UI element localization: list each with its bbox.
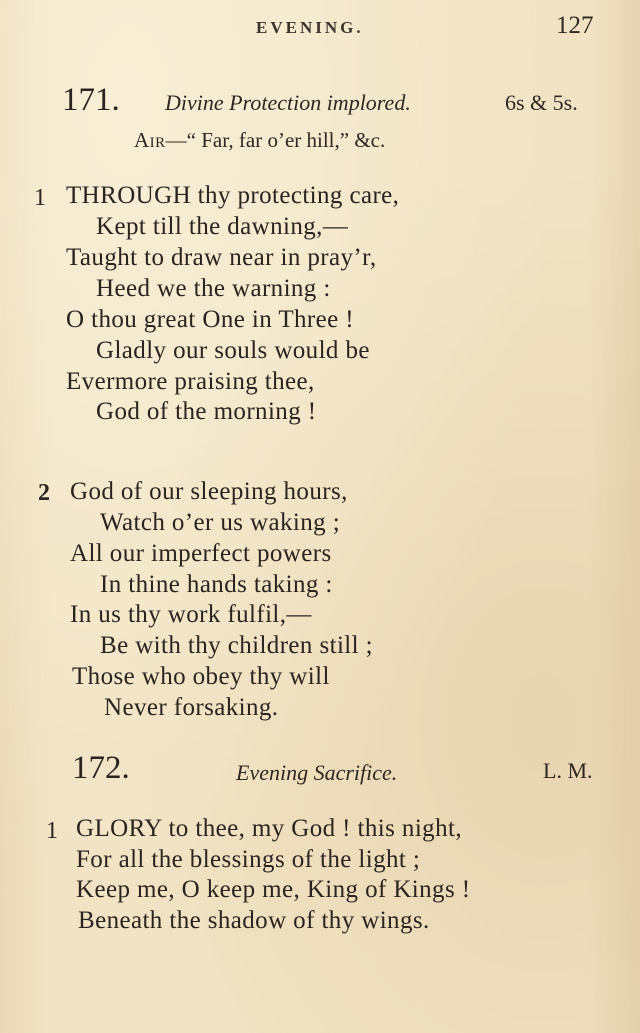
verse-line: Watch o’er us waking ; bbox=[100, 509, 341, 536]
verse-line: In us thy work fulfil,— bbox=[70, 601, 312, 628]
page-number: 127 bbox=[556, 12, 594, 39]
verse-line: Never forsaking. bbox=[104, 694, 279, 721]
verse-number: 1 bbox=[34, 185, 46, 211]
verse-number: 2 bbox=[38, 480, 50, 506]
verse-line: Be with thy children still ; bbox=[100, 632, 373, 659]
verse-number: 1 bbox=[46, 818, 58, 844]
hymn-number: 172. bbox=[72, 750, 130, 786]
verse-line: In thine hands taking : bbox=[100, 571, 333, 598]
air-text: —“ Far, far o’er hill,” &c. bbox=[165, 128, 386, 152]
verse-line: Heed we the warning : bbox=[96, 275, 331, 302]
hymn-meter: 6s & 5s. bbox=[505, 90, 578, 115]
verse-line: Evermore praising thee, bbox=[66, 368, 315, 395]
verse-line: O thou great One in Three ! bbox=[66, 306, 355, 333]
verse-line: God of our sleeping hours, bbox=[70, 478, 348, 505]
verse-line: Those who obey thy will bbox=[72, 663, 330, 690]
verse-line: Beneath the shadow of thy wings. bbox=[78, 907, 430, 934]
running-head: EVENING. bbox=[256, 18, 364, 37]
verse-line: For all the blessings of the light ; bbox=[76, 846, 421, 873]
verse-line: Taught to draw near in pray’r, bbox=[66, 244, 377, 271]
verse-line: THROUGH thy protecting care, bbox=[66, 182, 400, 209]
verse-line: GLORY to thee, my God ! this night, bbox=[76, 815, 462, 842]
verse-line: God of the morning ! bbox=[96, 398, 317, 425]
verse-line: Kept till the dawning,— bbox=[96, 213, 349, 240]
hymn-air bbox=[134, 128, 385, 153]
air-prefix: Air bbox=[134, 128, 166, 152]
verse-line: Gladly our souls would be bbox=[96, 337, 370, 364]
hymn-title: Divine Protection implored. bbox=[165, 90, 411, 115]
hymn-number: 171. bbox=[62, 82, 120, 118]
hymn-title: Evening Sacrifice. bbox=[236, 760, 398, 785]
hymn-meter: L. M. bbox=[543, 758, 593, 783]
verse-line: Keep me, O keep me, King of Kings ! bbox=[76, 876, 471, 903]
verse-line: All our imperfect powers bbox=[70, 540, 332, 567]
